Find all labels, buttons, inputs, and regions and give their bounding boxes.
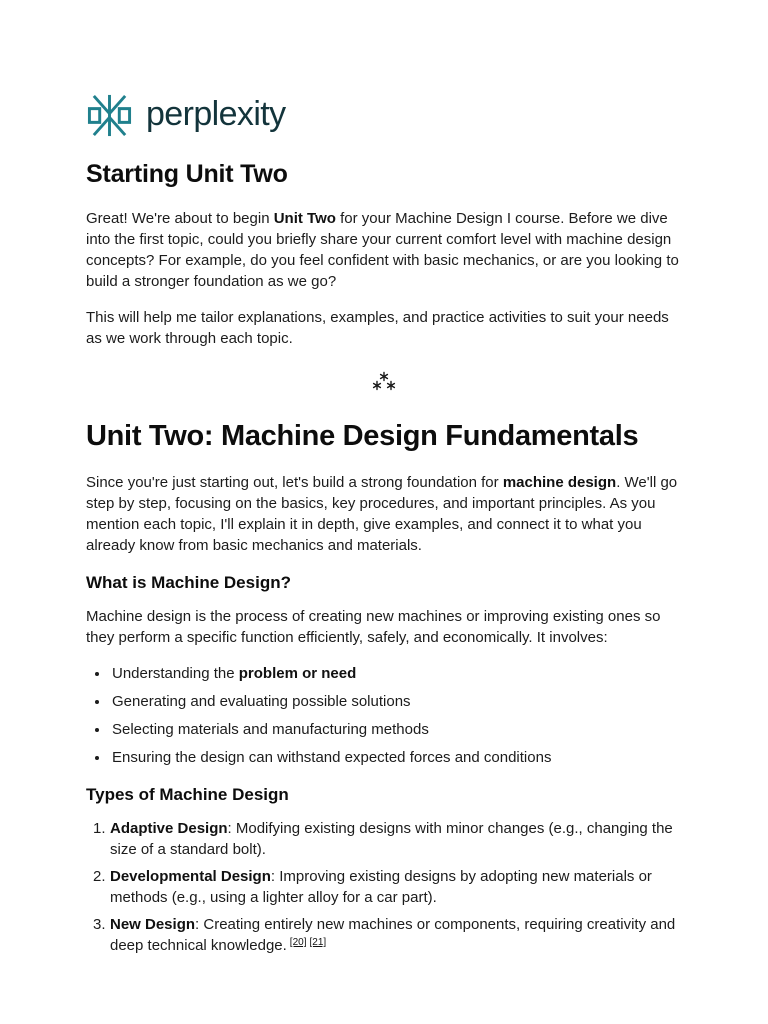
intro-paragraph-1 bbox=[86, 208, 682, 292]
what-is-bullet-list bbox=[86, 663, 682, 768]
bullet-item bbox=[110, 747, 682, 768]
intro-paragraph-2: This will help me tailor explanations, examples, and practice activities to suit your needs as we work through each topic. bbox=[86, 308, 669, 347]
list-number: 1. bbox=[93, 820, 106, 838]
numbered-item bbox=[86, 866, 682, 908]
numbered-item-text bbox=[110, 866, 682, 908]
numbered-item-text bbox=[110, 818, 682, 860]
bold-text: problem or need bbox=[238, 664, 357, 682]
subheading-types-of-machine-design: Types of Machine Design bbox=[86, 784, 289, 804]
perplexity-wordmark: perplexity bbox=[146, 94, 286, 133]
what-is-body-paragraph: Machine design is the process of creating new machines or improving existing ones so they perform a specific function efficiently, safely, and economically. It involves: bbox=[86, 607, 661, 646]
perplexity-logo-icon bbox=[86, 92, 133, 139]
text-segment: Understanding the bbox=[112, 664, 239, 682]
text-segment: for your Machine Design I course. Before we dive into the first topic, could you briefly share your current comfort level with machine design concepts? For example, do you feel confident with basic mechanics, or are you looking to build a stronger foundation as we go? bbox=[86, 209, 679, 290]
text-segment: Great! We're about to begin bbox=[86, 209, 274, 227]
bold-text: Unit Two bbox=[273, 209, 336, 227]
bullet-item bbox=[110, 719, 682, 740]
text-segment: : Creating entirely new machines or components, requiring creativity and deep technical knowledge. bbox=[110, 916, 676, 955]
section-lead-paragraph bbox=[86, 472, 682, 556]
bullet-item bbox=[110, 691, 682, 712]
numbered-item-text bbox=[110, 914, 682, 956]
bold-text: machine design bbox=[502, 473, 617, 491]
text-segment: Ensuring the design can withstand expected forces and conditions bbox=[112, 748, 552, 766]
text-segment: Generating and evaluating possible solutions bbox=[112, 692, 411, 710]
text-segment: : Improving existing designs by adopting new materials or methods (e.g., using a lighter alloy for a car part). bbox=[110, 868, 652, 907]
list-number: 2. bbox=[93, 868, 106, 886]
bold-term: Adaptive Design bbox=[110, 820, 228, 838]
text-segment: : Modifying existing designs with minor changes (e.g., changing the size of a standard bolt). bbox=[110, 820, 673, 859]
text-segment: Selecting materials and manufacturing methods bbox=[112, 720, 429, 738]
numbered-item bbox=[86, 818, 682, 860]
page-title: Starting Unit Two bbox=[86, 160, 288, 188]
asterism-divider-icon bbox=[86, 371, 682, 391]
bullet-item bbox=[110, 663, 682, 684]
bold-term: New Design bbox=[110, 916, 196, 934]
list-number: 3. bbox=[93, 916, 106, 934]
text-segment: . We'll go step by step, focusing on the basics, key procedures, and important principles. As you mention each topic, I'll explain it in depth, give examples, and connect it to what you already know from basic mechanics and materials. bbox=[86, 473, 678, 554]
perplexity-logo bbox=[86, 92, 682, 139]
citation-link-21[interactable]: [21] bbox=[309, 937, 327, 949]
text-segment: Since you're just starting out, let's build a strong foundation for bbox=[86, 473, 503, 491]
numbered-item bbox=[86, 914, 682, 956]
citation-group bbox=[287, 937, 326, 948]
bold-term: Developmental Design bbox=[110, 868, 271, 886]
subheading-what-is-machine-design: What is Machine Design? bbox=[86, 572, 291, 592]
citation-link-20[interactable]: [20] bbox=[289, 937, 307, 949]
section-heading: Unit Two: Machine Design Fundamentals bbox=[86, 419, 639, 452]
types-numbered-list bbox=[86, 818, 682, 956]
